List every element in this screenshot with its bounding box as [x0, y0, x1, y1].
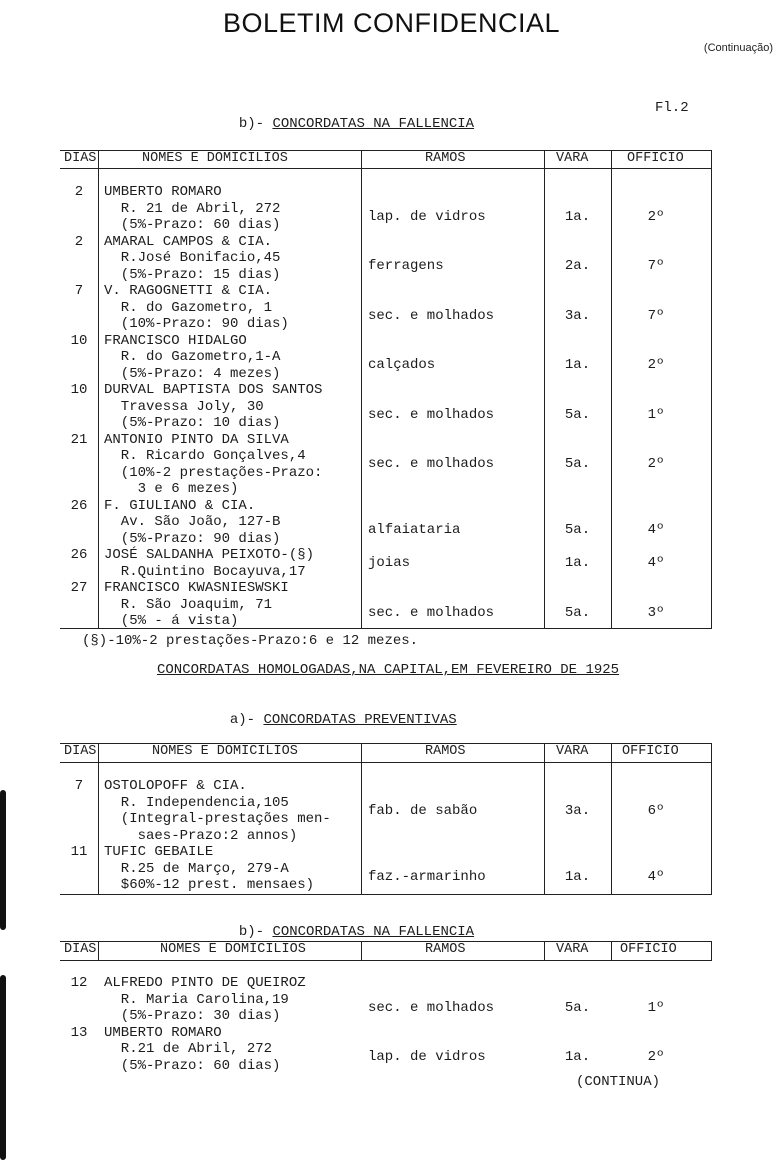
- cell-address-line: (10%-2 prestações-Prazo:: [104, 464, 323, 481]
- col-header-nomes: NOMES E DOMICILIOS: [160, 942, 306, 957]
- cell-address-line: (5% - á vista): [104, 613, 239, 629]
- cell-name: OSTOLOPOFF & CIA.: [104, 778, 247, 794]
- cell-address-line: saes-Prazo:2 annos): [104, 827, 298, 844]
- section2-title: CONCORDATAS HOMOLOGADAS,NA CAPITAL,EM FEVEREIRO DE 1925: [157, 662, 620, 678]
- cell-officio: 1º: [647, 406, 665, 423]
- cell-officio: 6º: [647, 802, 665, 819]
- section-heading: CONCORDATAS NA FALLENCIA: [272, 116, 475, 132]
- cell-vara: 1a.: [564, 1049, 591, 1065]
- col-header-ramos: RAMOS: [425, 744, 466, 759]
- footnote: (§)-10%-2 prestações-Prazo:6 e 12 mezes.: [82, 633, 419, 649]
- section2b-heading: CONCORDATAS NA FALLENCIA: [272, 924, 475, 940]
- cell-vara: 1a.: [564, 555, 591, 571]
- cell-address-line: R. Maria Carolina,19: [104, 991, 289, 1008]
- cell-vara: 2a.: [564, 258, 591, 274]
- cell-ramo: joias: [368, 555, 411, 571]
- cell-address-line: (5%-Prazo: 10 dias): [104, 415, 281, 431]
- cell-dia: 26: [70, 497, 88, 514]
- cell-ramo: lap. de vidros: [368, 1049, 486, 1065]
- cell-name: TUFIC GEBAILE: [104, 844, 214, 860]
- cell-ramo: fab. de sabão: [368, 802, 478, 819]
- cell-officio: 4º: [647, 868, 665, 885]
- cell-officio: 3º: [647, 604, 665, 621]
- cell-address-line: R. São Joaquim, 71: [104, 596, 273, 613]
- cell-name: DURVAL BAPTISTA DOS SANTOS: [104, 382, 323, 398]
- cell-address-line: (5%-Prazo: 4 mezes): [104, 365, 281, 382]
- cell-officio: 1º: [647, 999, 665, 1016]
- page-edge-mark: [0, 790, 6, 930]
- col-header-officio: OFFICIO: [627, 151, 684, 166]
- col-header-officio: OFFICIO: [622, 744, 679, 759]
- cell-dia: 10: [70, 382, 88, 398]
- cell-address-line: (5%-Prazo: 30 dias): [104, 1008, 281, 1024]
- cell-vara: 3a.: [564, 802, 591, 819]
- col-header-ramos: RAMOS: [425, 942, 466, 957]
- cell-address-line: (5%-Prazo: 90 dias): [104, 530, 281, 547]
- cell-name: V. RAGOGNETTI & CIA.: [104, 283, 273, 299]
- continua-note: (CONTINUA): [576, 1074, 661, 1090]
- cell-name: AMARAL CAMPOS & CIA.: [104, 233, 273, 250]
- section2a-prefix: a)- CONCORDATAS PREVENTIVAS: [229, 712, 457, 728]
- document-title: BOLETIM CONFIDENCIAL: [222, 8, 561, 38]
- col-header-dias: DIAS: [64, 744, 97, 759]
- continuation-note: (Continuação): [703, 42, 773, 54]
- cell-address-line: (Integral-prestações men-: [104, 811, 331, 827]
- cell-name: FRANCISCO KWASNIESWSKI: [104, 580, 289, 596]
- cell-address-line: (10%-Prazo: 90 dias): [104, 316, 289, 332]
- cell-dia: 26: [70, 547, 88, 563]
- cell-address-line: (5%-Prazo: 60 dias): [104, 217, 281, 233]
- cell-vara: 3a.: [564, 307, 591, 324]
- col-header-vara: VARA: [556, 942, 589, 957]
- cell-dia: 10: [70, 332, 88, 349]
- cell-officio: 2º: [647, 1049, 665, 1065]
- cell-dia: 21: [70, 431, 88, 448]
- col-header-officio: OFFICIO: [620, 942, 677, 957]
- cell-address-line: R.21 de Abril, 272: [104, 1041, 273, 1057]
- cell-name: FRANCISCO HIDALGO: [104, 332, 247, 349]
- cell-vara: 5a.: [564, 604, 591, 621]
- cell-address-line: R. do Gazometro,1-A: [104, 349, 281, 365]
- cell-ramo: alfaiataria: [368, 522, 461, 538]
- cell-name: ALFREDO PINTO DE QUEIROZ: [104, 975, 306, 991]
- cell-address-line: Travessa Joly, 30: [104, 398, 264, 415]
- cell-officio: 7º: [647, 258, 665, 274]
- page-reference: Fl.2: [655, 100, 689, 116]
- cell-vara: 1a.: [564, 357, 591, 373]
- cell-address-line: (5%-Prazo: 15 dias): [104, 266, 281, 283]
- cell-ramo: sec. e molhados: [368, 999, 495, 1016]
- cell-name: UMBERTO ROMARO: [104, 184, 222, 200]
- cell-address-line: 3 e 6 mezes): [104, 481, 239, 497]
- cell-officio: 2º: [647, 208, 665, 225]
- cell-vara: 5a.: [564, 456, 591, 472]
- cell-officio: 7º: [647, 307, 665, 324]
- cell-address-line: R. 21 de Abril, 272: [104, 200, 281, 217]
- cell-ramo: sec. e molhados: [368, 307, 495, 324]
- cell-address-line: (5%-Prazo: 60 dias): [104, 1057, 281, 1074]
- page-edge-mark: [0, 975, 6, 1160]
- cell-address-line: Av. São João, 127-B: [104, 514, 281, 530]
- cell-dia: 2: [74, 233, 84, 250]
- cell-address-line: R. do Gazometro, 1: [104, 299, 273, 316]
- col-header-vara: VARA: [556, 744, 589, 759]
- cell-vara: 1a.: [564, 868, 591, 885]
- cell-dia: 12: [70, 975, 88, 991]
- cell-name: UMBERTO ROMARO: [104, 1024, 222, 1041]
- cell-ramo: sec. e molhados: [368, 456, 495, 472]
- cell-address-line: R.25 de Março, 279-A: [104, 860, 289, 877]
- cell-address-line: $60%-12 prest. mensaes): [104, 877, 315, 893]
- cell-address-line: R. Independencia,105: [104, 794, 289, 811]
- col-header-vara: VARA: [556, 151, 589, 166]
- cell-vara: 5a.: [564, 406, 591, 423]
- section2b-prefix: b)- CONCORDATAS NA FALLENCIA: [238, 924, 475, 940]
- col-header-ramos: RAMOS: [425, 151, 466, 166]
- cell-vara: 5a.: [564, 999, 591, 1016]
- col-header-nomes: NOMES E DOMICILIOS: [142, 151, 288, 166]
- cell-name: ANTONIO PINTO DA SILVA: [104, 431, 289, 448]
- cell-officio: 4º: [647, 555, 665, 571]
- cell-officio: 4º: [647, 522, 665, 538]
- cell-ramo: sec. e molhados: [368, 604, 495, 621]
- cell-officio: 2º: [647, 357, 665, 373]
- col-header-dias: DIAS: [64, 151, 97, 166]
- cell-dia: 2: [74, 184, 84, 200]
- section2a-heading: CONCORDATAS PREVENTIVAS: [263, 712, 457, 728]
- cell-officio: 2º: [647, 456, 665, 472]
- cell-vara: 1a.: [564, 208, 591, 225]
- cell-dia: 11: [70, 844, 88, 860]
- cell-vara: 5a.: [564, 522, 591, 538]
- cell-dia: 7: [74, 778, 84, 794]
- cell-address-line: R.José Bonifacio,45: [104, 250, 281, 266]
- cell-dia: 13: [70, 1024, 88, 1041]
- cell-ramo: ferragens: [368, 258, 444, 274]
- cell-name: JOSÉ SALDANHA PEIXOTO-(§): [104, 547, 315, 563]
- cell-ramo: sec. e molhados: [368, 406, 495, 423]
- cell-ramo: faz.-armarinho: [368, 868, 486, 885]
- cell-dia: 27: [70, 580, 88, 596]
- cell-dia: 7: [74, 283, 84, 299]
- cell-address-line: R.Quintino Bocayuva,17: [104, 563, 306, 580]
- col-header-nomes: NOMES E DOMICILIOS: [152, 744, 298, 759]
- section-prefix: b)- CONCORDATAS NA FALLENCIA: [238, 116, 475, 132]
- cell-address-line: R. Ricardo Gonçalves,4: [104, 448, 306, 464]
- cell-ramo: calçados: [368, 357, 436, 373]
- cell-ramo: lap. de vidros: [368, 208, 486, 225]
- cell-name: F. GIULIANO & CIA.: [104, 497, 256, 514]
- col-header-dias: DIAS: [64, 942, 97, 957]
